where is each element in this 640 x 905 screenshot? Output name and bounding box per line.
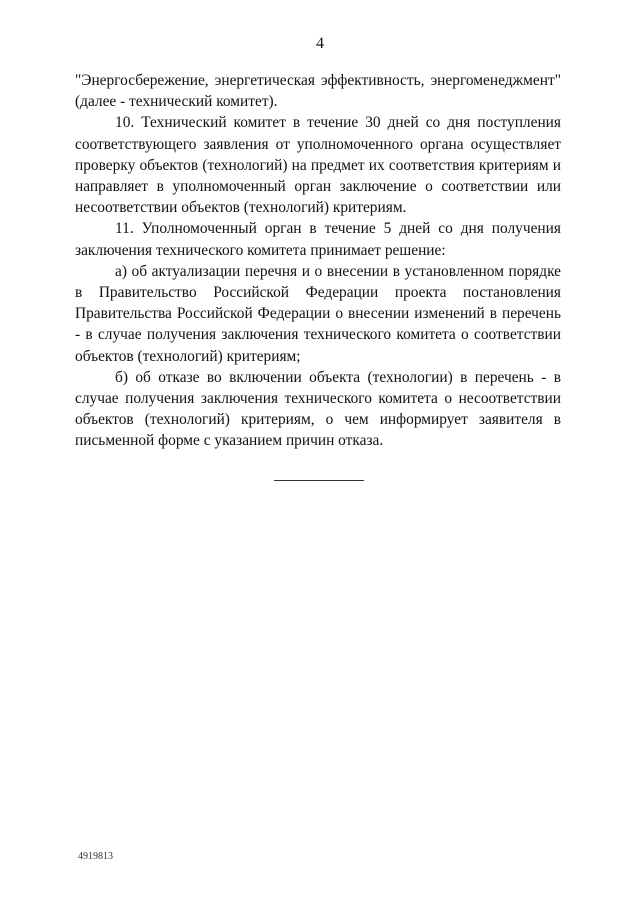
paragraph-committee-name: "Энергосбережение, энергетическая эффективность, энергоменеджмент" (далее - технический комитет). xyxy=(75,72,561,111)
end-divider xyxy=(274,480,364,481)
paragraph-item-10: 10. Технический комитет в течение 30 дней со дня поступления соответствующего заявления от уполномоченного органа осуществляет проверку объектов (технологий) на предмет их соответствия критериям и направляет в уполномоченный орган заключение о соответствии или несоответствии объектов (технологий) критериям. xyxy=(75,114,561,217)
document-body xyxy=(75,70,561,452)
page-number: 4 xyxy=(316,35,324,52)
paragraph-subitem-a: а) об актуализации перечня и о внесении в установленном порядке в Правительство Российской Федерации проекта постановления Правительства Российской Федерации о внесении изменений в перечень - в случае получения заключения технического комитета о соответствии объектов (технологий) критериям; xyxy=(75,262,561,365)
document-code: 4919813 xyxy=(78,851,113,862)
paragraph-item-11: 11. Уполномоченный орган в течение 5 дней со дня получения заключения технического комитета принимает решение: xyxy=(75,220,561,259)
paragraph-subitem-b: б) об отказе во включении объекта (технологии) в перечень - в случае получения заключения технического комитета о несоответствии объектов (технологий) критериям, о чем информирует заявителя в письменной форме с указанием причин отказа. xyxy=(75,368,561,450)
